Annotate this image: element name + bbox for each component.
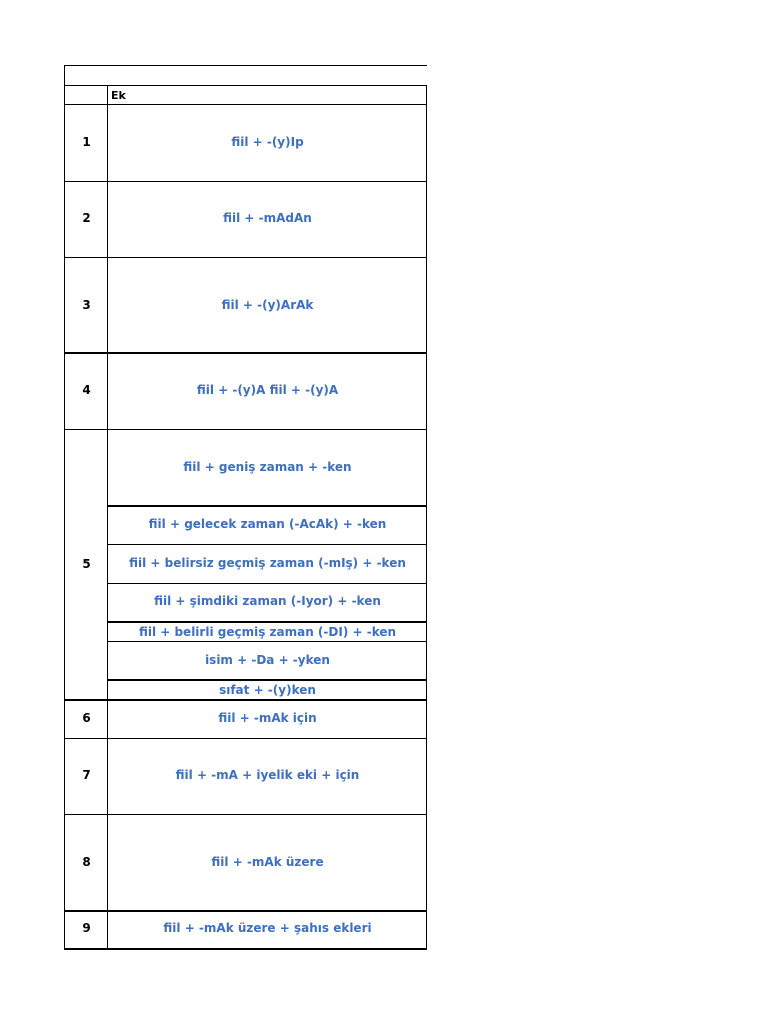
suffix-cell: fiil + -mAk için [218, 711, 317, 725]
row-line [64, 814, 427, 815]
suffix-cell: fiil + belirsiz geçmiş zaman (-mIş) + -ken [129, 556, 406, 570]
top-border [64, 65, 427, 66]
row-line [64, 429, 427, 430]
suffix-cell: sıfat + -(y)ken [219, 683, 316, 697]
sub-row-line [107, 621, 427, 623]
row-number: 6 [82, 711, 91, 725]
suffix-cell: fiil + -(y)A fiil + -(y)A [196, 383, 339, 397]
row-line [64, 257, 427, 258]
row-number: 5 [82, 557, 91, 571]
sub-row-line [107, 583, 427, 584]
left-border [64, 65, 65, 950]
row-number: 3 [82, 298, 91, 312]
suffix-cell: isim + -Da + -yken [205, 653, 330, 667]
row-number: 9 [82, 921, 91, 935]
row-line [64, 352, 427, 354]
row-number: 8 [82, 855, 91, 869]
sub-row-line [107, 544, 427, 545]
suffix-cell: fiil + -mAdAn [223, 211, 312, 225]
row-number: 7 [82, 768, 91, 782]
suffix-cell: fiil + -(y)ArAk [221, 298, 314, 312]
row-line [64, 910, 427, 912]
suffix-cell: fiil + -(y)Ip [231, 135, 304, 149]
suffix-cell: fiil + şimdiki zaman (-Iyor) + -ken [154, 594, 381, 608]
header-top-line [64, 85, 427, 86]
row-line [64, 181, 427, 182]
suffix-cell: fiil + -mA + iyelik eki + için [175, 768, 360, 782]
suffix-cell: fiil + geniş zaman + -ken [183, 460, 352, 474]
suffix-cell: fiil + -mAk üzere + şahıs ekleri [163, 921, 372, 935]
suffix-cell: fiil + gelecek zaman (-AcAk) + -ken [148, 517, 387, 531]
suffix-cell: fiil + belirli geçmiş zaman (-DI) + -ken [138, 625, 397, 639]
row-number: 1 [82, 135, 91, 149]
sub-row-line [107, 641, 427, 642]
sub-row-line [107, 505, 427, 507]
row-line [64, 738, 427, 739]
row-number: 4 [82, 383, 91, 397]
header-bottom-line [64, 104, 427, 105]
sub-row-line [107, 679, 427, 681]
row-line [64, 699, 427, 701]
bottom-border [64, 948, 427, 950]
column-header-ek: Ek [111, 89, 126, 102]
suffix-cell: fiil + -mAk üzere [211, 855, 324, 869]
row-number: 2 [82, 211, 91, 225]
